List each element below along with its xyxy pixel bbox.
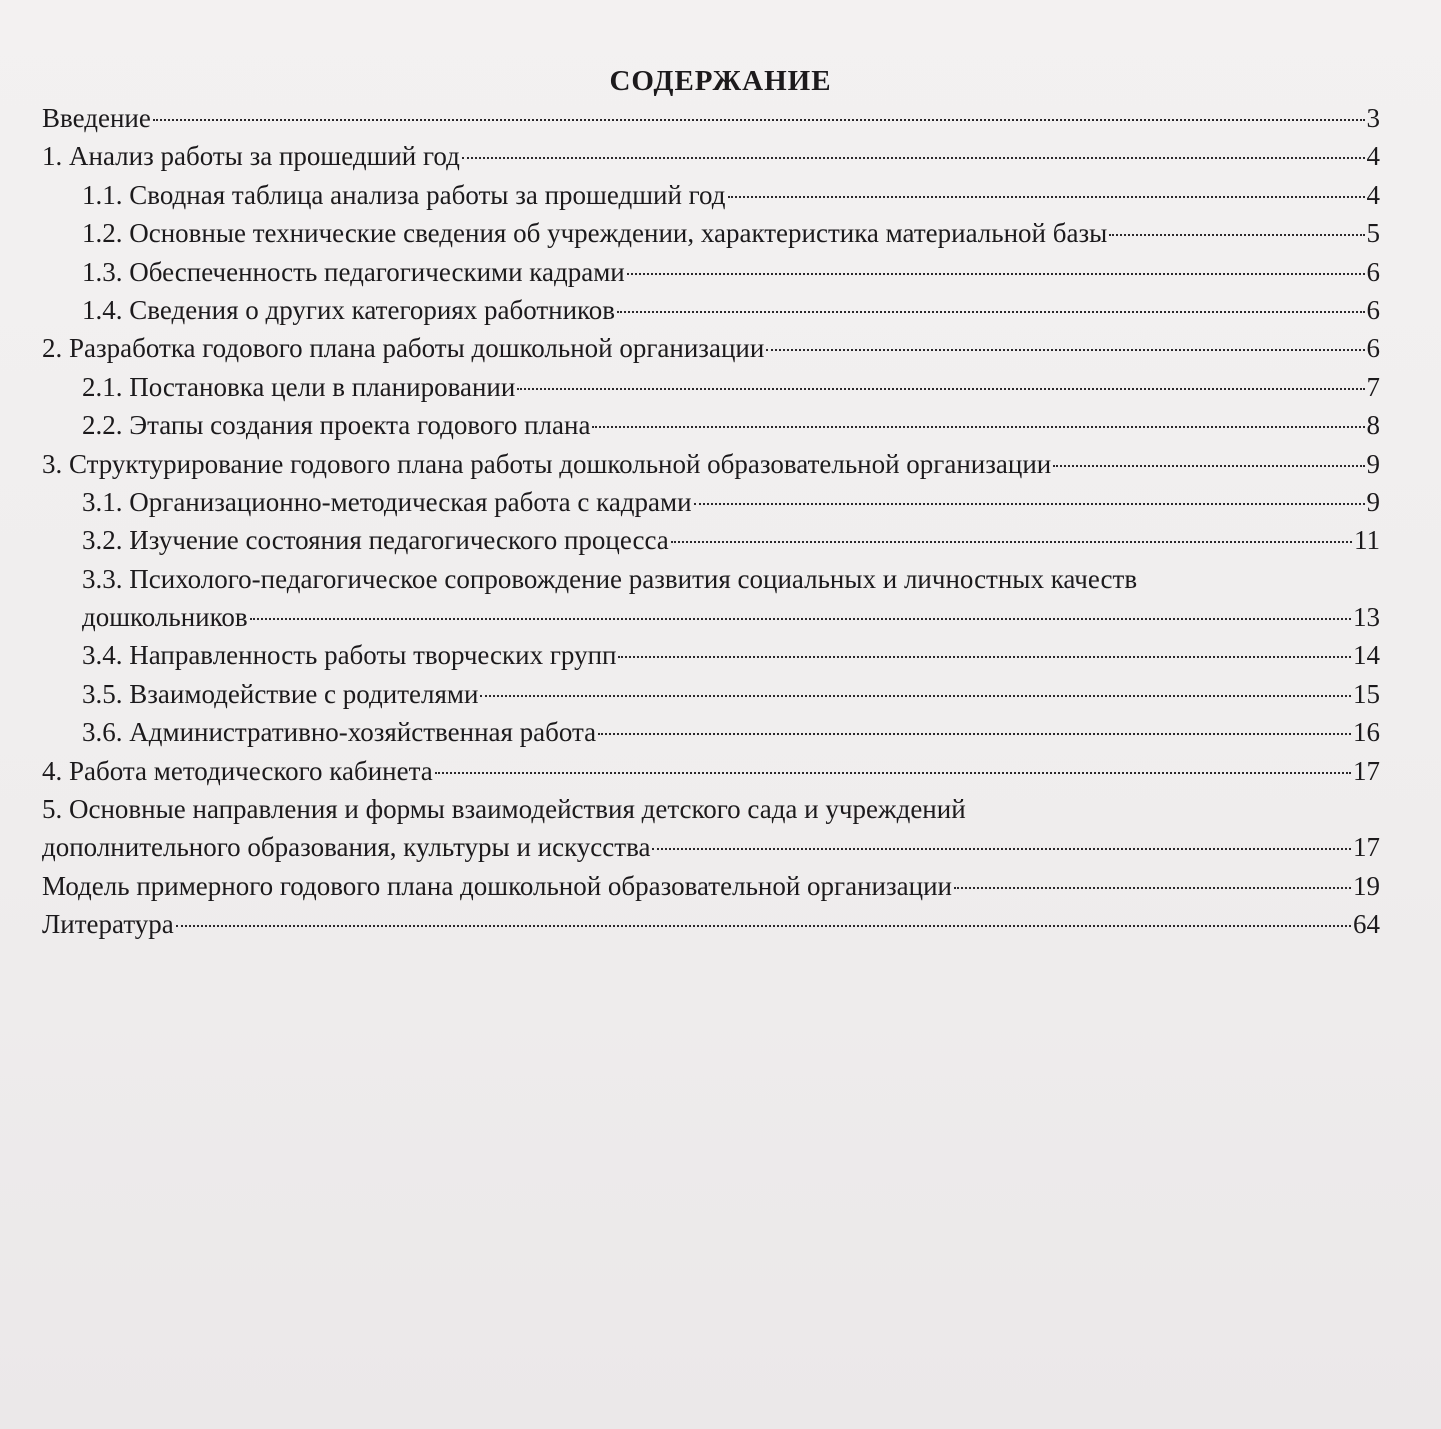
toc-entry-literature (42, 905, 1380, 943)
dot-leader (480, 695, 1351, 697)
toc-page-number: 7 (1366, 371, 1380, 402)
toc-entry-model-plan (42, 867, 1380, 905)
toc-entry-title-line1: 3.3. Психолого-педагогическое сопровождение развития социальных и личностных качеств (82, 563, 1138, 594)
toc-entry-title: 1. Анализ работы за прошедший год (42, 141, 460, 172)
toc-page-number: 17 (1353, 832, 1380, 863)
toc-entry-title-line2: дошкольников (82, 602, 248, 633)
dot-leader (627, 273, 1365, 275)
dot-leader (250, 618, 1351, 620)
toc-page-number: 5 (1366, 218, 1380, 249)
toc-entry-title: 2.2. Этапы создания проекта годового плана (82, 410, 591, 441)
toc-entry-section-1-3 (42, 253, 1380, 291)
toc-entry-section-4 (42, 752, 1380, 790)
toc-entry-title: 3. Структурирование годового плана работы дошкольной образовательной организации (42, 448, 1052, 479)
toc-entry-title: 3.1. Организационно-методическая работа с кадрами (82, 486, 692, 517)
toc-page-number: 8 (1366, 410, 1380, 441)
dot-leader (153, 119, 1365, 121)
toc-entry-section-3-2 (42, 521, 1380, 559)
toc-entry-title: 3.5. Взаимодействие с родителями (82, 678, 479, 709)
toc-entry-title: Литература (42, 909, 174, 940)
dot-leader (954, 887, 1351, 889)
toc-entry-title: 3.4. Направленность работы творческих групп (82, 640, 617, 671)
toc-page-number: 6 (1366, 256, 1380, 287)
toc-entry-section-2 (42, 329, 1380, 367)
toc-entry-title: 2. Разработка годового плана работы дошкольной организации (42, 333, 765, 364)
toc-entry-section-2-2 (42, 406, 1380, 444)
toc-entry-title: Введение (42, 103, 151, 133)
toc-page-number: 9 (1366, 448, 1380, 479)
dot-leader (671, 541, 1352, 543)
dot-leader (1109, 234, 1364, 236)
toc-entry-title: 4. Работа методического кабинета (42, 755, 433, 786)
dot-leader (435, 772, 1351, 774)
toc-entry-section-3-1 (42, 483, 1380, 521)
toc-entry-title: Модель примерного годового плана дошкольной образовательной организации (42, 870, 952, 901)
toc-page-number: 11 (1354, 525, 1380, 556)
toc-page-number: 9 (1366, 486, 1380, 517)
toc-page-number: 17 (1353, 755, 1380, 786)
toc-entry-section-3-4 (42, 636, 1380, 674)
dot-leader (1053, 465, 1364, 467)
toc-page-number: 64 (1353, 909, 1380, 940)
toc-entry-section-2-1 (42, 368, 1380, 406)
toc-entry-section-1-4 (42, 291, 1380, 329)
toc-entry-section-1 (42, 137, 1380, 175)
toc-page-number: 6 (1366, 333, 1380, 364)
toc-entry-section-5 (42, 790, 1380, 867)
toc-entry-title: 1.4. Сведения о других категориях работников (82, 294, 616, 325)
toc-page-number: 6 (1366, 294, 1380, 325)
dot-leader (176, 925, 1351, 927)
dot-leader (592, 426, 1364, 428)
dot-leader (617, 311, 1364, 313)
toc-entry-title: 1.1. Сводная таблица анализа работы за прошедший год (82, 179, 726, 210)
toc-page-number: 16 (1353, 717, 1380, 748)
toc-entry-title: 1.2. Основные технические сведения об учреждении, характеристика материальной базы (82, 218, 1108, 249)
toc-entry-title: 3.6. Административно-хозяйственная работа (82, 717, 597, 748)
dot-leader (766, 349, 1364, 351)
dot-leader (598, 733, 1351, 735)
dot-leader (462, 157, 1365, 159)
toc-entry-title: 3.2. Изучение состояния педагогического процесса (82, 525, 669, 556)
dot-leader (618, 656, 1351, 658)
dot-leader (517, 388, 1364, 390)
dot-leader (728, 196, 1365, 198)
toc-page-number: 15 (1353, 678, 1380, 709)
toc-entry-section-1-1 (42, 176, 1380, 214)
toc-entry-section-3-3 (42, 560, 1380, 637)
toc-entry-title-line1: 5. Основные направления и формы взаимодействия детского сада и учреждений (42, 794, 966, 825)
toc-page-number: 3 (1366, 103, 1380, 133)
dot-leader (652, 848, 1351, 850)
table-of-contents (42, 99, 1380, 944)
dot-leader (694, 503, 1365, 505)
toc-entry-section-3-6 (42, 713, 1380, 751)
toc-page-number: 13 (1353, 602, 1380, 633)
toc-page-number: 4 (1366, 179, 1380, 210)
toc-entry-title-line2: дополнительного образования, культуры и искусства (42, 832, 651, 863)
toc-entry-introduction (42, 99, 1380, 137)
toc-entry-title: 2.1. Постановка цели в планировании (82, 371, 516, 402)
toc-entry-title: 1.3. Обеспеченность педагогическими кадрами (82, 256, 625, 287)
toc-page-number: 14 (1353, 640, 1380, 671)
toc-page-number: 4 (1366, 141, 1380, 172)
toc-entry-section-3 (42, 445, 1380, 483)
toc-entry-section-3-5 (42, 675, 1380, 713)
toc-entry-section-1-2 (42, 214, 1380, 252)
page-title: СОДЕРЖАНИЕ (609, 65, 832, 97)
toc-page-number: 19 (1353, 870, 1380, 901)
